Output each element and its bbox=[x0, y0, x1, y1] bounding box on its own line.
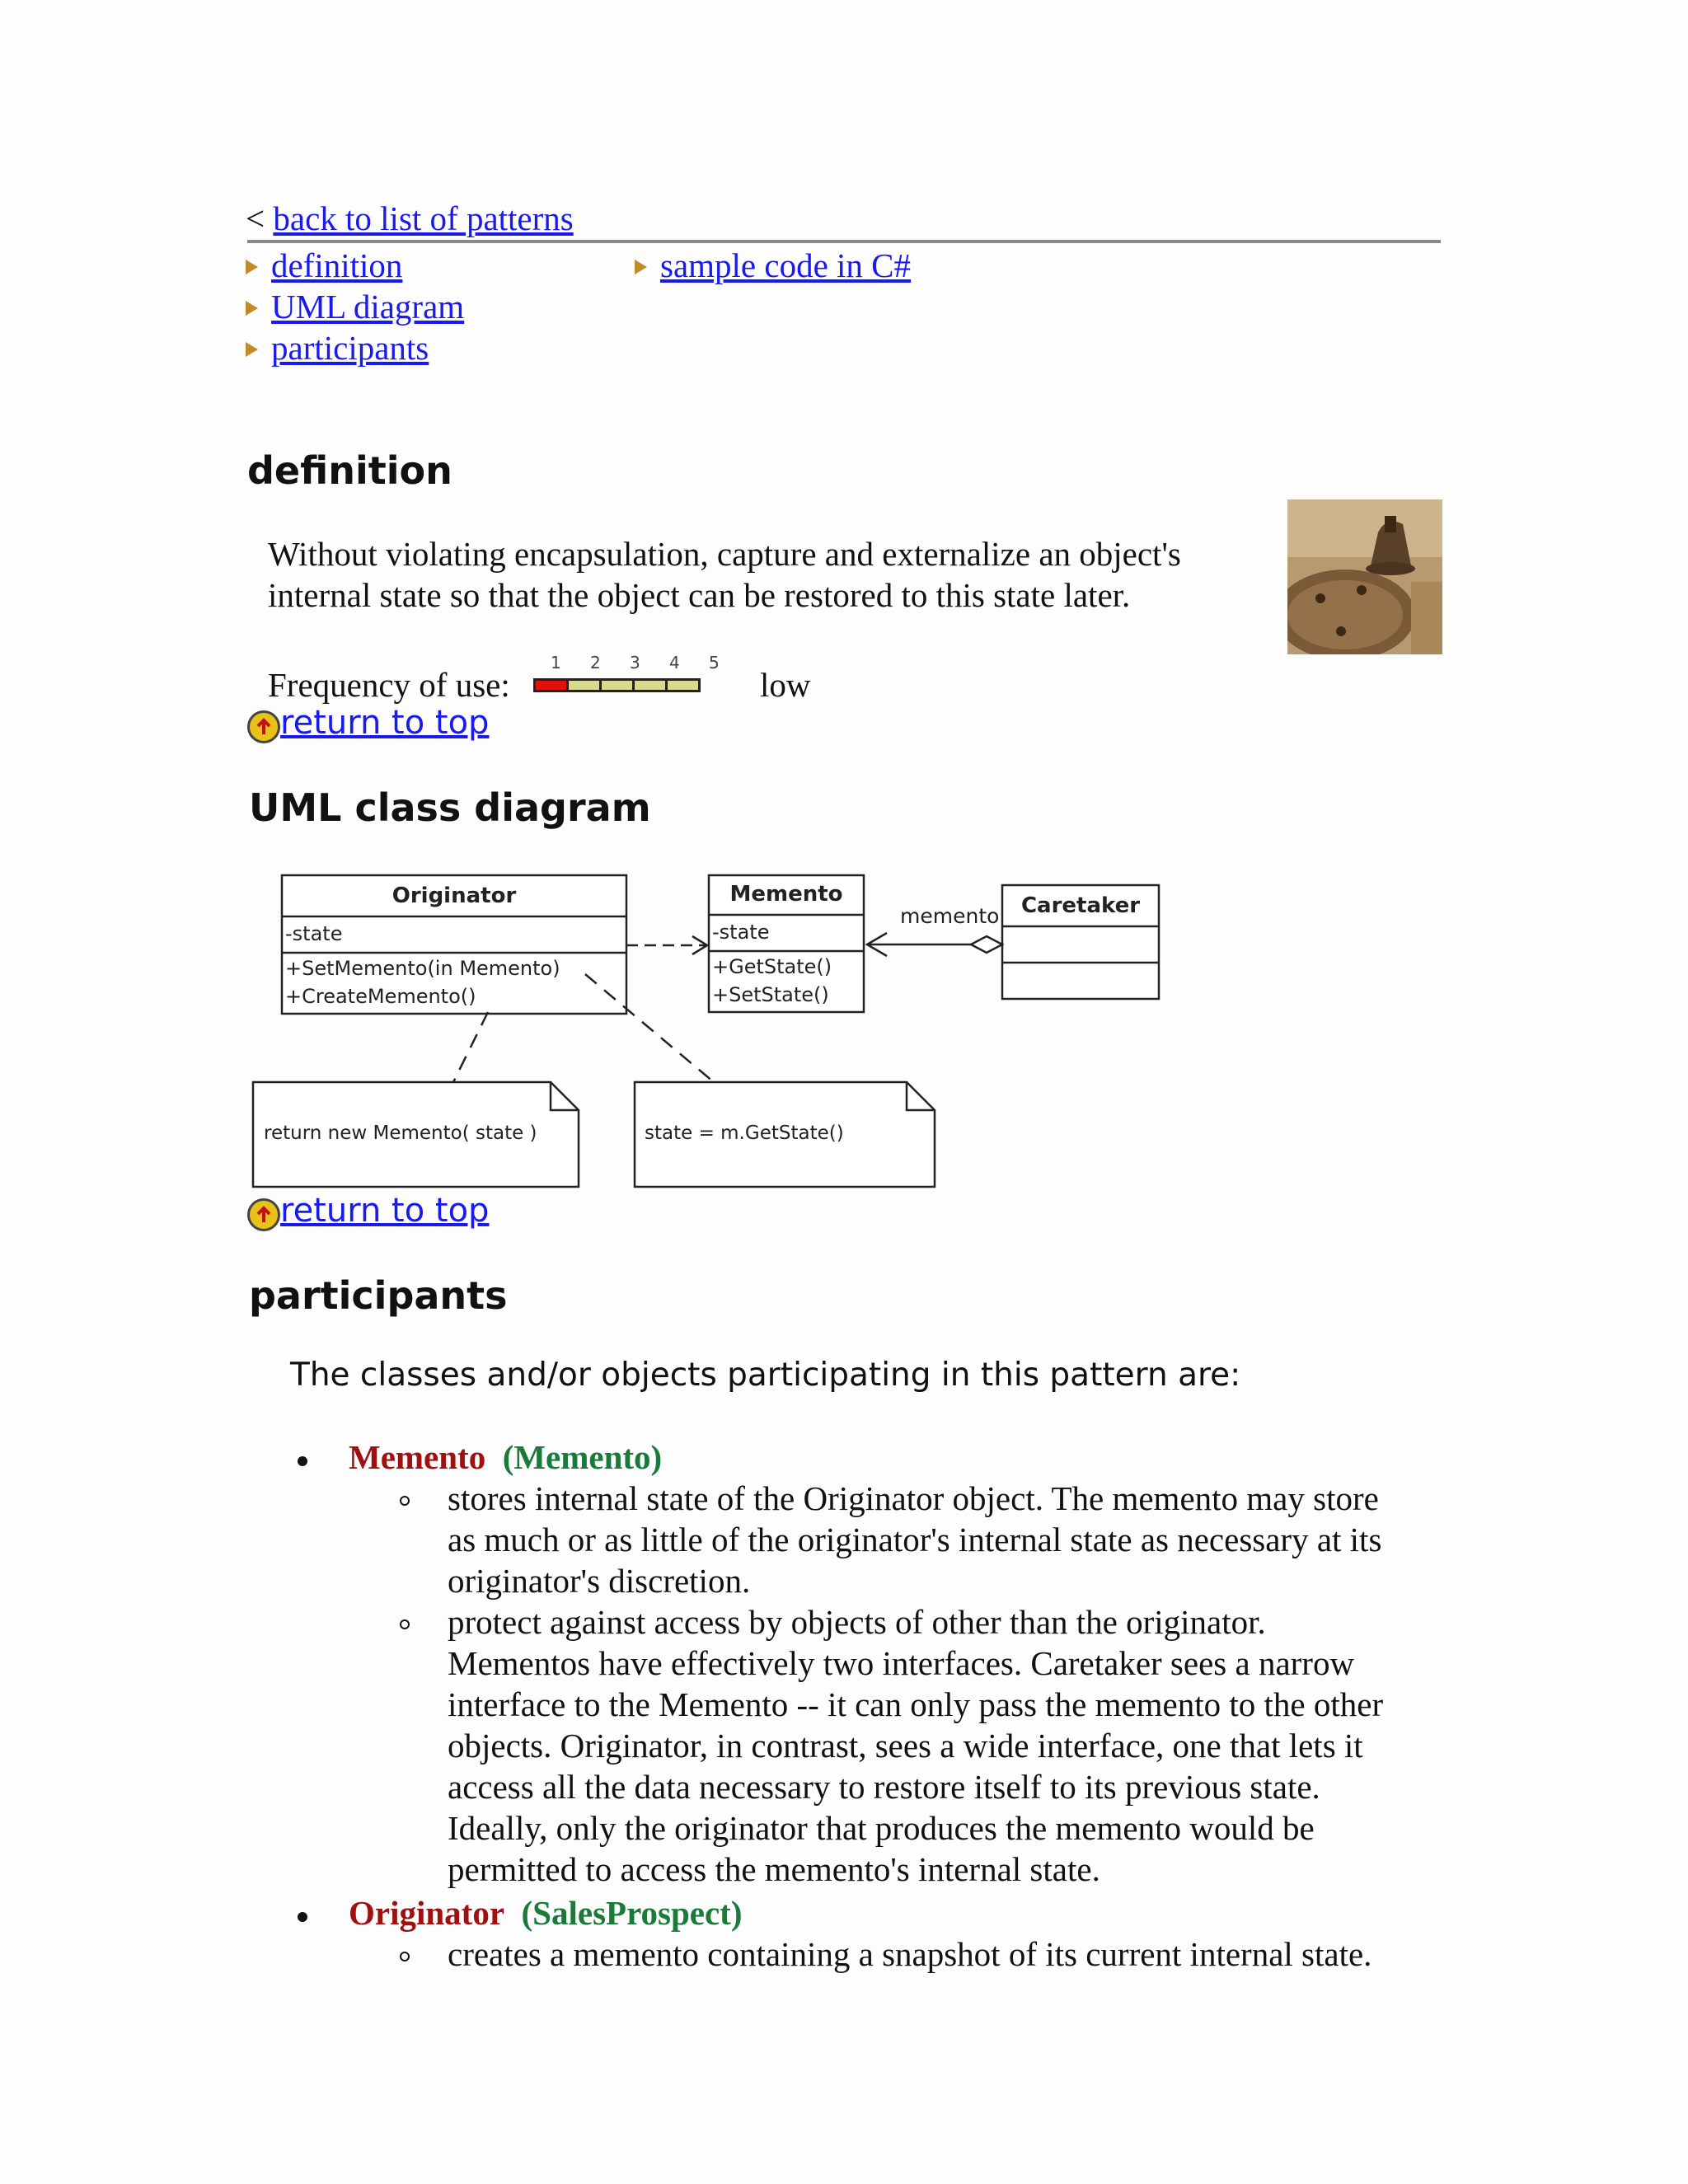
memento-sub1-line1: stores internal state of the Originator object. The memento may store bbox=[448, 1479, 1379, 1517]
memento-sub2-line4: objects. Originator, in contrast, sees a wide interface, one that lets it bbox=[448, 1727, 1363, 1765]
freq-box-5 bbox=[665, 678, 701, 692]
participant-memento bbox=[349, 1436, 662, 1478]
participant-impl: (SalesProspect) bbox=[521, 1894, 743, 1932]
bell-photo bbox=[1287, 499, 1442, 654]
frequency-label: Frequency of use: bbox=[268, 666, 510, 704]
caretaker-class-name: Caretaker bbox=[1020, 893, 1141, 918]
nav-link-participants[interactable]: participants bbox=[271, 329, 429, 367]
note2-text: state = m.GetState() bbox=[645, 1122, 844, 1144]
nav-item-definition[interactable] bbox=[246, 245, 402, 286]
participants-heading: participants bbox=[249, 1273, 508, 1318]
nav-item-sample-code[interactable] bbox=[635, 245, 911, 286]
definition-text-line1: Without violating encapsulation, capture and externalize an object's bbox=[268, 535, 1181, 573]
participant-impl: (Memento) bbox=[502, 1438, 663, 1476]
triangle-bullet-icon bbox=[635, 260, 647, 274]
sub-bullet bbox=[400, 1619, 410, 1629]
freq-scale-1: 1 bbox=[551, 653, 561, 673]
memento-op1: +GetState() bbox=[712, 955, 832, 978]
memento-sub2-line1: protect against access by objects of other than the originator. bbox=[448, 1603, 1266, 1641]
memento-sub2-line6: Ideally, only the originator that produces the memento would be bbox=[448, 1809, 1315, 1847]
arrow-up-circle-icon bbox=[247, 1198, 280, 1231]
triangle-bullet-icon bbox=[246, 301, 258, 316]
originator-class-name: Originator bbox=[392, 883, 517, 908]
back-to-list-link[interactable]: back to list of patterns bbox=[273, 199, 574, 237]
triangle-bullet-icon bbox=[246, 342, 258, 357]
return-to-top-2[interactable] bbox=[247, 1192, 489, 1235]
originator-op2: +CreateMemento() bbox=[285, 985, 476, 1008]
memento-op2: +SetState() bbox=[712, 983, 829, 1006]
nav-link-uml[interactable]: UML diagram bbox=[271, 288, 465, 326]
freq-box-1 bbox=[533, 678, 569, 692]
freq-box-4 bbox=[632, 678, 668, 692]
memento-sub2-line3: interface to the Memento -- it can only pass the memento to the other bbox=[448, 1685, 1384, 1723]
list-bullet bbox=[298, 1456, 307, 1466]
participant-originator bbox=[349, 1892, 743, 1933]
sub-bullet bbox=[400, 1496, 410, 1506]
uml-heading: UML class diagram bbox=[249, 785, 651, 830]
sub-bullet bbox=[400, 1952, 410, 1961]
note1-text: return new Memento( state ) bbox=[264, 1122, 537, 1144]
originator-op1: +SetMemento(in Memento) bbox=[285, 957, 560, 980]
uml-diagram bbox=[247, 865, 1170, 1195]
originator-attr: -state bbox=[285, 922, 343, 945]
triangle-bullet-icon bbox=[246, 260, 258, 274]
arrow-up-circle-icon bbox=[247, 710, 280, 743]
memento-class-name: Memento bbox=[729, 882, 843, 907]
return-to-top-link[interactable]: return to top bbox=[280, 1192, 490, 1230]
participant-name: Originator bbox=[349, 1894, 505, 1932]
nav-item-participants[interactable] bbox=[246, 327, 429, 368]
definition-text-line2: internal state so that the object can be restored to this state later. bbox=[268, 576, 1131, 614]
originator-sub1-line1: creates a memento containing a snapshot of its current internal state. bbox=[448, 1935, 1372, 1973]
back-nav bbox=[246, 198, 574, 239]
memento-sub1-line3: originator's discretion. bbox=[448, 1562, 751, 1600]
frequency-word: low bbox=[760, 666, 811, 704]
freq-box-3 bbox=[599, 678, 635, 692]
freq-scale-3: 3 bbox=[630, 653, 640, 673]
freq-box-2 bbox=[566, 678, 602, 692]
freq-scale-2: 2 bbox=[590, 653, 601, 673]
assoc-memento-label: memento bbox=[900, 904, 1000, 928]
memento-attr: -state bbox=[712, 921, 770, 944]
return-to-top-1[interactable] bbox=[247, 704, 489, 747]
back-prefix: < bbox=[246, 199, 265, 237]
nav-divider bbox=[247, 240, 1441, 243]
participants-intro: The classes and/or objects participating in this pattern are: bbox=[290, 1357, 1241, 1394]
nav-link-sample-code[interactable]: sample code in C# bbox=[660, 246, 912, 284]
return-to-top-link[interactable]: return to top bbox=[280, 704, 490, 742]
participant-name: Memento bbox=[349, 1438, 486, 1476]
definition-heading: definition bbox=[247, 448, 452, 493]
memento-sub2-line5: access all the data necessary to restore itself to its previous state. bbox=[448, 1768, 1320, 1806]
memento-sub2-line2: Mementos have effectively two interfaces. Caretaker sees a narrow bbox=[448, 1644, 1355, 1682]
frequency-meter bbox=[533, 678, 698, 695]
nav-link-definition[interactable]: definition bbox=[271, 246, 403, 284]
list-bullet bbox=[298, 1912, 307, 1922]
memento-sub1-line2: as much or as little of the originator's internal state as necessary at its bbox=[448, 1521, 1382, 1558]
memento-sub2-line7: permitted to access the memento's internal state. bbox=[448, 1850, 1100, 1888]
nav-item-uml[interactable] bbox=[246, 286, 464, 327]
freq-scale-5: 5 bbox=[709, 653, 720, 673]
freq-scale-4: 4 bbox=[669, 653, 680, 673]
